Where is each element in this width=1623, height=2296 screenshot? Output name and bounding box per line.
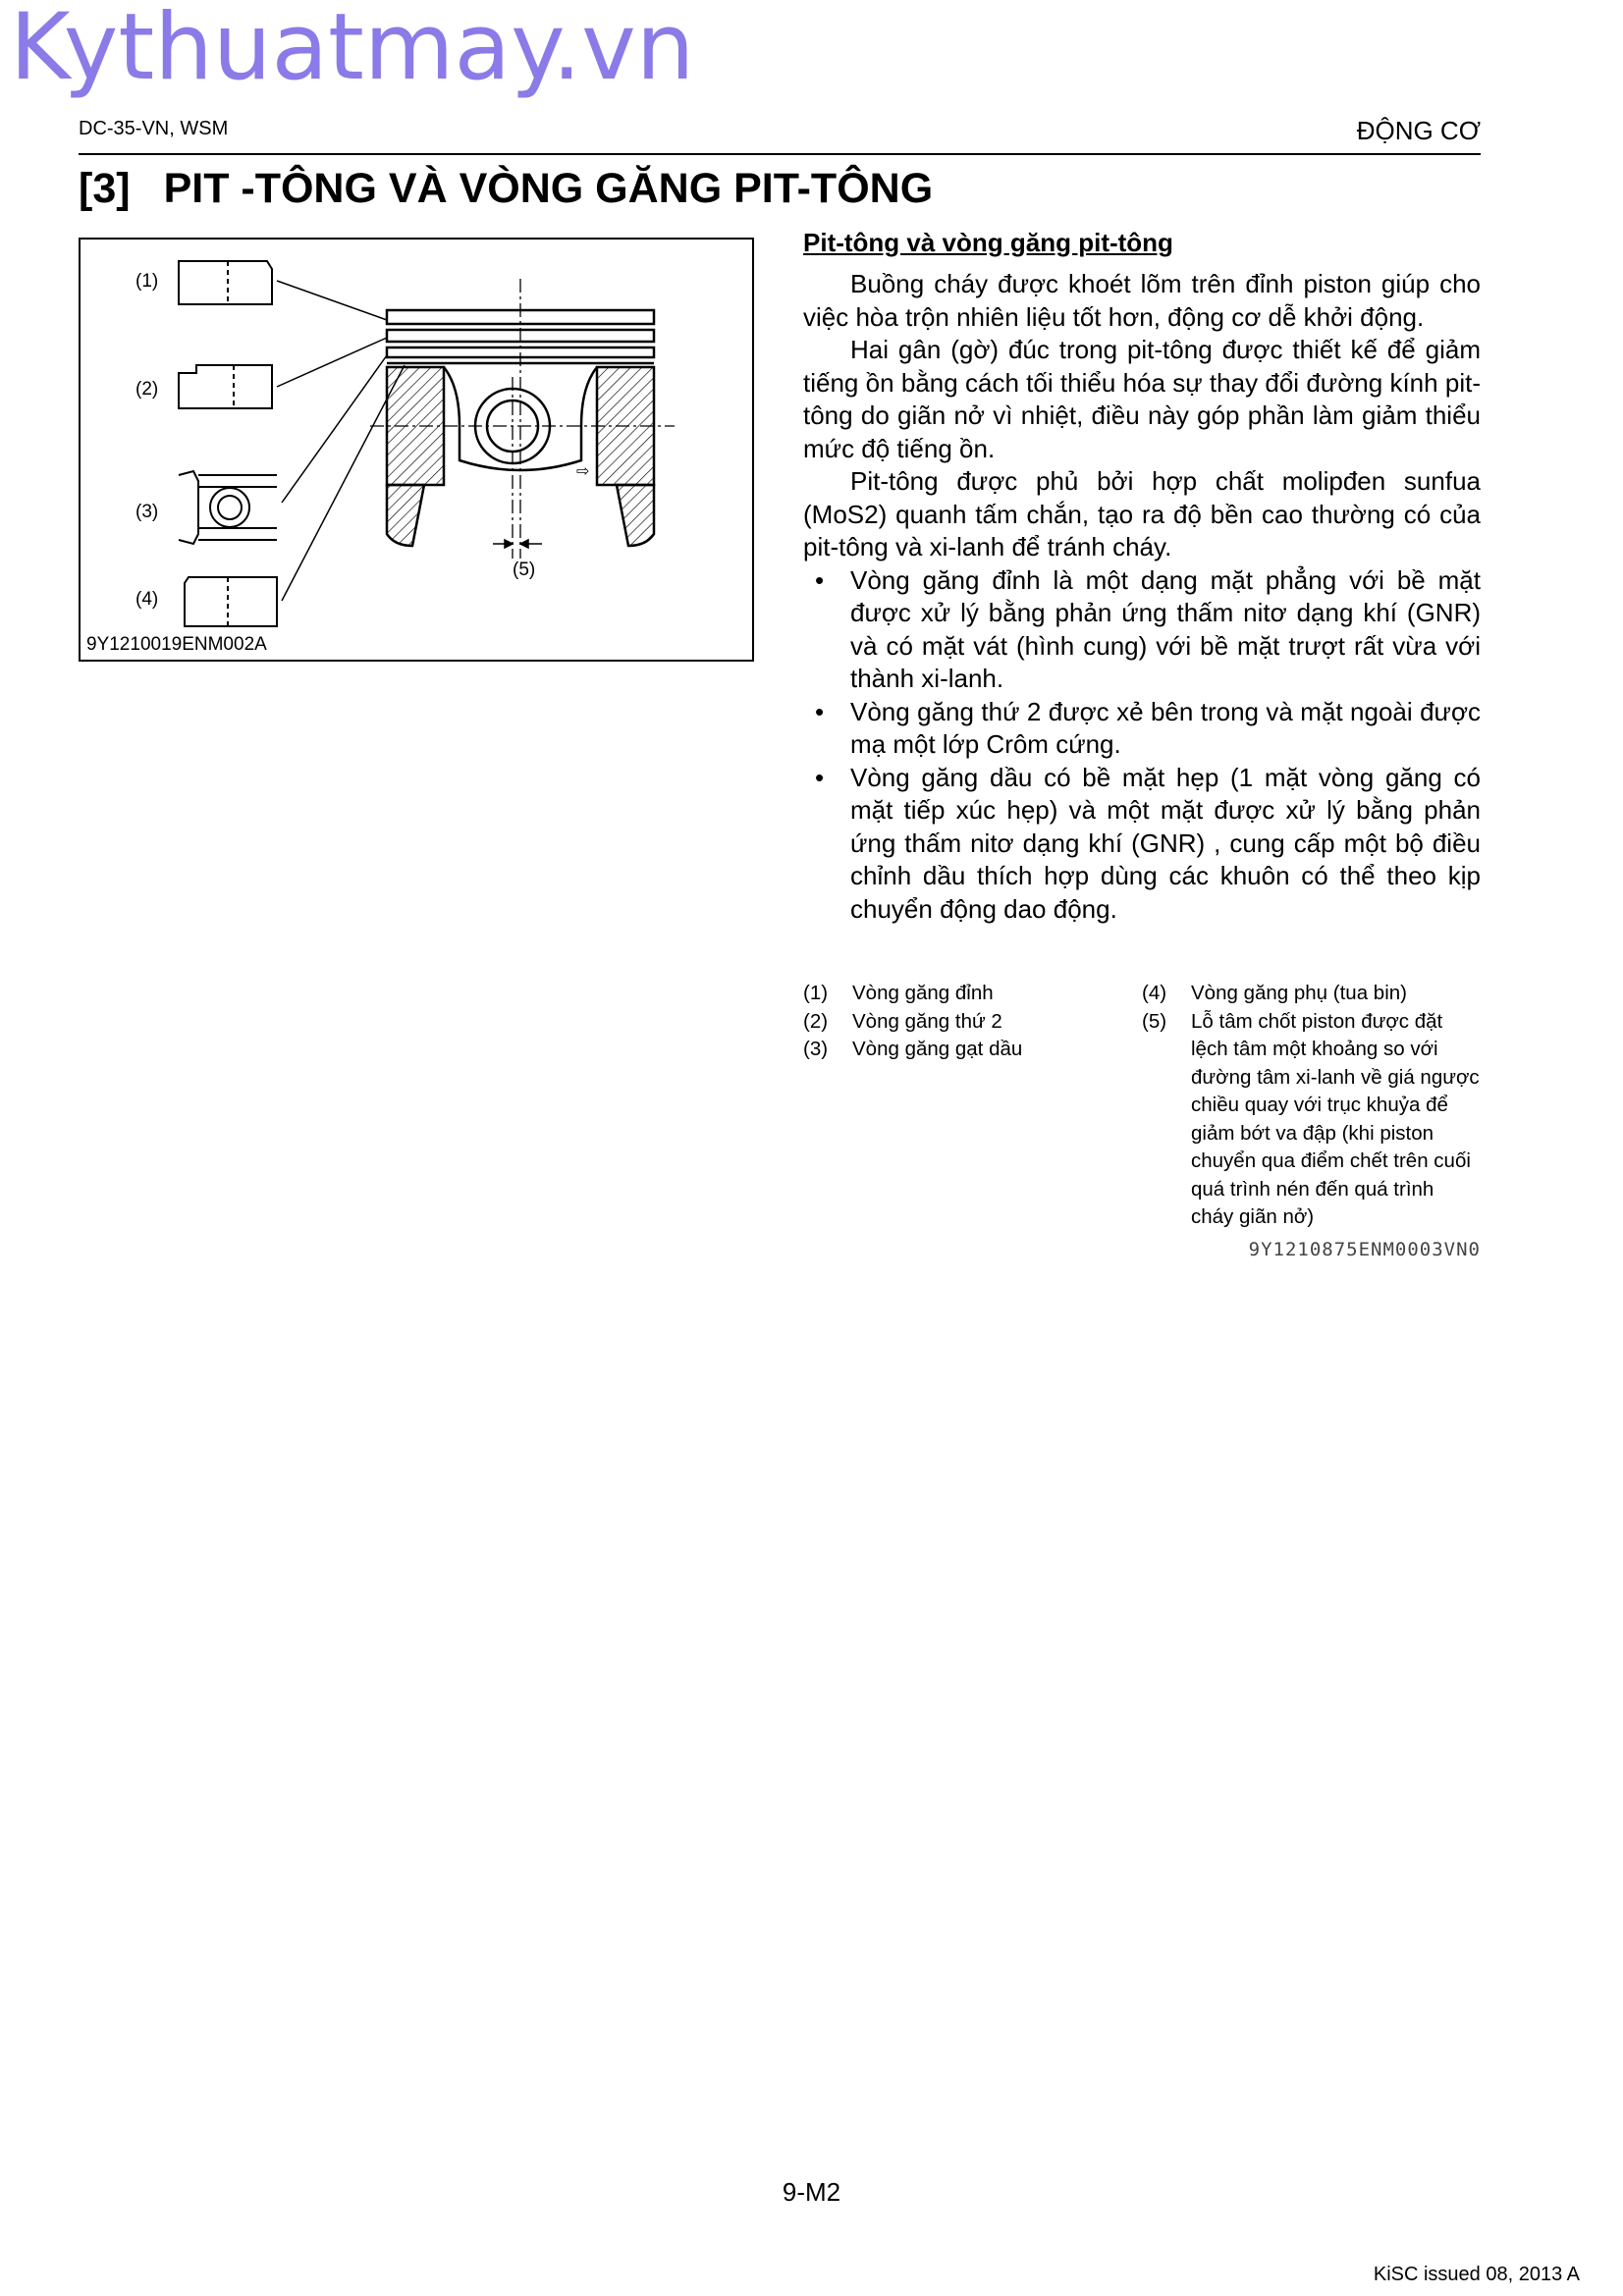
- label-1: (1): [135, 271, 159, 292]
- piston-figure: [79, 238, 754, 662]
- legend-text: Lỗ tâm chốt piston được đặt lệch tâm một khoảng so với đường tâm xi-lanh về giá ngược chiều quay với trục khuỷa để giảm bớt va đập (khi piston chuyển qua điểm chết trên cuối quá trình nén đến quá trình cháy giãn nở): [1191, 1009, 1480, 1228]
- section-heading: PIT -TÔNG VÀ VÒNG GĂNG PIT-TÔNG: [163, 165, 934, 212]
- subheading: Pit-tông và vòng găng pit-tông: [803, 228, 1173, 257]
- legend-text: Vòng găng phụ (tua bin): [1191, 982, 1407, 1004]
- legend-item: [803, 1036, 1142, 1064]
- legend-text: Vòng găng gạt dầu: [852, 1038, 1023, 1060]
- legend-column-right: [1142, 980, 1481, 1232]
- watermark: Kythuatmay.vn: [10, 0, 695, 101]
- legend-text: Vòng găng thứ 2: [852, 1009, 1002, 1033]
- legend-num: (5): [1142, 1009, 1167, 1033]
- leader-lines: [277, 281, 405, 601]
- bullet-item: [803, 696, 1481, 762]
- figure-code: 9Y1210019ENM002A: [86, 634, 267, 655]
- label-4: (4): [135, 589, 159, 610]
- bullet-text: Vòng găng đỉnh là một dạng mặt phẳng với bề mặt được xử lý bằng phản ứng thấm nitơ dạng khí (GNR) và có mặt vát (hình cung) với bề mặt trượt rất vừa với thành xi-lanh.: [850, 564, 1481, 693]
- body-text: [803, 228, 1481, 926]
- bullet-item: [803, 762, 1481, 927]
- section-title: [79, 165, 933, 213]
- label-3: (3): [135, 502, 159, 522]
- legend-num: (1): [803, 982, 829, 1004]
- bullet-item: [803, 564, 1481, 696]
- second-ring-profile: [179, 365, 272, 408]
- document-code: 9Y1210875ENM0003VN0: [1248, 1239, 1481, 1260]
- header-doc-id: DC-35-VN, WSM: [79, 118, 229, 139]
- sub-ring-profile: [185, 577, 277, 626]
- rotation-arrow-icon: ⇨: [576, 461, 590, 480]
- figure-legend: [803, 980, 1481, 1232]
- oil-ring-profile: [179, 471, 277, 544]
- page-number: 9-M2: [782, 2177, 841, 2207]
- footer-issue: KiSC issued 08, 2013 A: [1373, 2264, 1580, 2285]
- bullet-icon: •: [815, 564, 825, 595]
- top-ring-profile: [179, 261, 272, 304]
- bullet-text: Vòng găng dầu có bề mặt hẹp (1 mặt vòng găng có mặt tiếp xúc hẹp) và một mặt được xử lý bằng phản ứng thấm nitơ dạng khí (GNR) , cung cấp một bộ điều chỉnh dầu thích hợp dùng các khuôn có thể theo kịp chuyển động dao động.: [850, 762, 1481, 924]
- bullet-icon: •: [815, 762, 825, 792]
- bullet-text: Vòng găng thứ 2 được xẻ bên trong và mặt ngoài được mạ một lớp Crôm cứng.: [850, 696, 1481, 759]
- legend-item: [803, 980, 1142, 1008]
- legend-num: (4): [1142, 982, 1167, 1004]
- label-5: (5): [513, 560, 536, 580]
- label-2: (2): [135, 379, 159, 400]
- paragraph-2: Hai gân (gờ) đúc trong pit-tông được thiết kế để giảm tiếng ồn bằng cách tối thiểu hóa sự thay đổi đường kính pit-tông do giãn nở vì nhiệt, điều này góp phần làm giảm thiểu mức độ tiếng ồn.: [803, 335, 1481, 463]
- legend-text: Vòng găng đỉnh: [852, 982, 994, 1004]
- offset-dimension: [493, 540, 542, 548]
- header-rule: [79, 153, 1481, 155]
- section-number: [3]: [79, 165, 131, 212]
- legend-item: [803, 1008, 1142, 1037]
- legend-num: (3): [803, 1038, 829, 1060]
- bullet-icon: •: [815, 696, 825, 726]
- legend-item: [1142, 1008, 1481, 1232]
- legend-num: (2): [803, 1009, 829, 1033]
- ring-bullet-list: [803, 564, 1481, 927]
- legend-item: [1142, 980, 1481, 1008]
- legend-column-left: [803, 980, 1142, 1232]
- paragraph-3: Pit-tông được phủ bởi hợp chất molipđen sunfua (MoS2) quanh tấm chắn, tạo ra độ bền cao thường có của pit-tông và xi-lanh để tránh cháy.: [803, 466, 1481, 561]
- paragraph-1: Buồng cháy được khoét lõm trên đỉnh piston giúp cho việc hòa trộn nhiên liệu tốt hơn, động cơ dễ khởi động.: [803, 269, 1481, 332]
- piston-diagram: [81, 240, 752, 660]
- header-chapter: ĐỘNG CƠ: [1356, 116, 1481, 145]
